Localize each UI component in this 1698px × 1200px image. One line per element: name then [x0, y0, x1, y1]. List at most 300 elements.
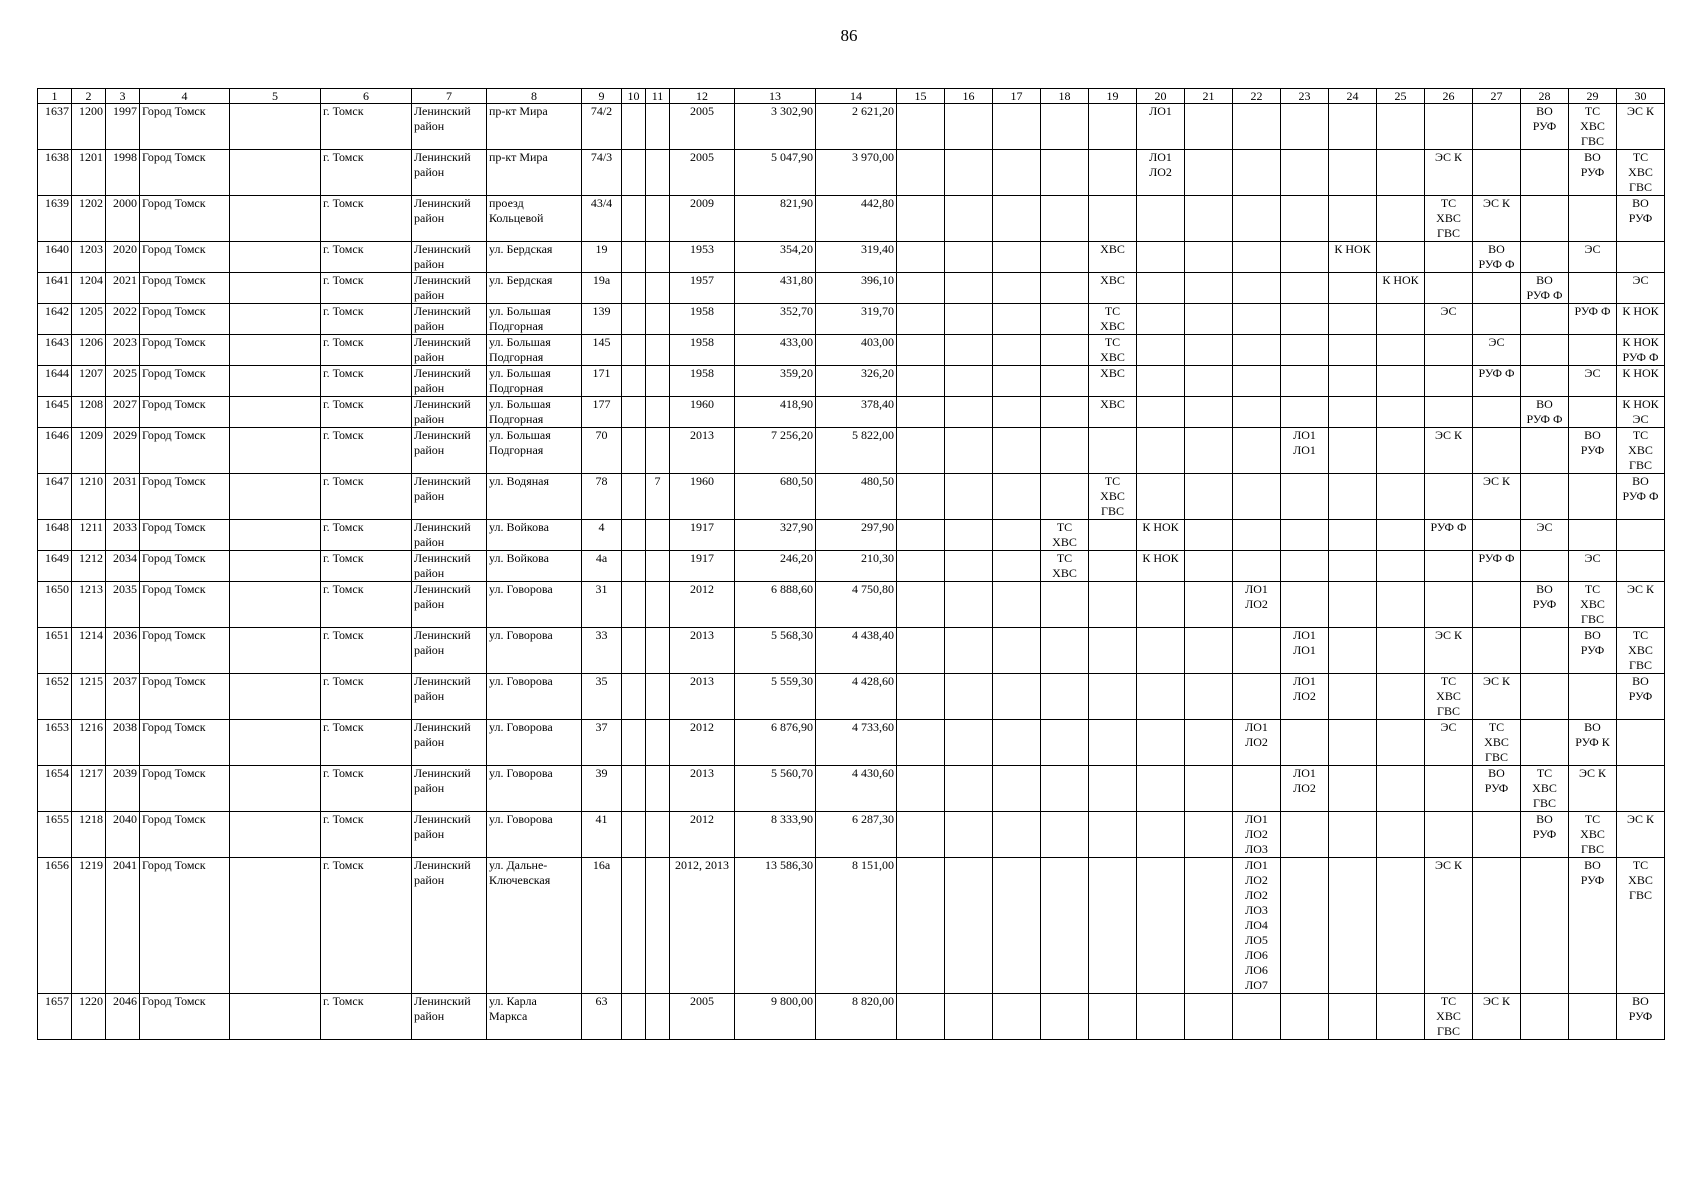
table-cell-col-23	[1281, 397, 1329, 428]
table-cell-col-20	[1137, 242, 1185, 273]
table-cell-col-1: 1649	[38, 551, 72, 582]
table-row	[38, 242, 1665, 273]
table-cell-col-19	[1089, 720, 1137, 766]
table-cell-col-1: 1648	[38, 520, 72, 551]
table-cell-col-23: ЛО1 ЛО1	[1281, 628, 1329, 674]
table-cell-col-18	[1041, 474, 1089, 520]
table-cell-col-1: 1650	[38, 582, 72, 628]
table-cell-col-4: Город Томск	[140, 858, 230, 994]
table-row	[38, 520, 1665, 551]
table-cell-col-14: 4 438,40	[816, 628, 897, 674]
table-cell-col-15	[897, 366, 945, 397]
table-cell-col-6: г. Томск	[321, 474, 412, 520]
table-cell-col-16	[945, 582, 993, 628]
table-cell-col-9: 16а	[582, 858, 622, 994]
table-cell-col-10	[622, 304, 646, 335]
table-cell-col-7: Ленинский район	[412, 551, 487, 582]
table-cell-col-3: 2046	[106, 994, 140, 1040]
table-cell-col-30: К НОК РУФ Ф	[1617, 335, 1665, 366]
table-cell-col-1: 1647	[38, 474, 72, 520]
table-cell-col-9: 19а	[582, 273, 622, 304]
table-cell-col-5	[230, 520, 321, 551]
table-cell-col-23	[1281, 551, 1329, 582]
table-cell-col-7: Ленинский район	[412, 104, 487, 150]
table-cell-col-19: ХВС	[1089, 242, 1137, 273]
table-cell-col-23	[1281, 196, 1329, 242]
table-cell-col-30	[1617, 766, 1665, 812]
table-cell-col-7: Ленинский район	[412, 428, 487, 474]
table-cell-col-27	[1473, 428, 1521, 474]
table-cell-col-5	[230, 582, 321, 628]
column-header-25: 25	[1377, 89, 1425, 104]
table-cell-col-18	[1041, 196, 1089, 242]
table-cell-col-22	[1233, 304, 1281, 335]
table-cell-col-25	[1377, 994, 1425, 1040]
table-cell-col-10	[622, 582, 646, 628]
table-cell-col-14: 4 428,60	[816, 674, 897, 720]
table-cell-col-22: ЛО1 ЛО2 ЛО2 ЛО3 ЛО4 ЛО5 ЛО6 ЛО6 ЛО7	[1233, 858, 1281, 994]
table-cell-col-24	[1329, 273, 1377, 304]
column-header-21: 21	[1185, 89, 1233, 104]
table-cell-col-2: 1209	[72, 428, 106, 474]
table-cell-col-21	[1185, 304, 1233, 335]
table-cell-col-15	[897, 551, 945, 582]
table-cell-col-25	[1377, 428, 1425, 474]
table-cell-col-2: 1208	[72, 397, 106, 428]
table-cell-col-11	[646, 104, 670, 150]
table-cell-col-30	[1617, 242, 1665, 273]
table-cell-col-23	[1281, 366, 1329, 397]
column-header-10: 10	[622, 89, 646, 104]
table-cell-col-27	[1473, 582, 1521, 628]
table-cell-col-23	[1281, 720, 1329, 766]
table-cell-col-8: пр-кт Мира	[487, 104, 582, 150]
table-cell-col-7: Ленинский район	[412, 304, 487, 335]
table-cell-col-26	[1425, 242, 1473, 273]
table-cell-col-26: ЭС К	[1425, 628, 1473, 674]
table-cell-col-13: 821,90	[735, 196, 816, 242]
table-row	[38, 812, 1665, 858]
table-cell-col-17	[993, 628, 1041, 674]
table-row	[38, 766, 1665, 812]
table-cell-col-6: г. Томск	[321, 994, 412, 1040]
table-cell-col-24	[1329, 582, 1377, 628]
table-cell-col-14: 5 822,00	[816, 428, 897, 474]
table-cell-col-13: 433,00	[735, 335, 816, 366]
table-cell-col-8: ул. Говорова	[487, 812, 582, 858]
table-cell-col-2: 1214	[72, 628, 106, 674]
table-cell-col-16	[945, 766, 993, 812]
table-cell-col-24	[1329, 674, 1377, 720]
table-cell-col-11	[646, 196, 670, 242]
table-cell-col-29: ЭС	[1569, 242, 1617, 273]
table-cell-col-5	[230, 720, 321, 766]
column-header-16: 16	[945, 89, 993, 104]
table-cell-col-11	[646, 628, 670, 674]
table-cell-col-23	[1281, 520, 1329, 551]
table-cell-col-23	[1281, 304, 1329, 335]
table-cell-col-18: ТС ХВС	[1041, 520, 1089, 551]
table-cell-col-21	[1185, 397, 1233, 428]
table-cell-col-10	[622, 366, 646, 397]
table-cell-col-13: 246,20	[735, 551, 816, 582]
table-cell-col-6: г. Томск	[321, 397, 412, 428]
table-cell-col-30: ВО РУФ	[1617, 674, 1665, 720]
table-cell-col-15	[897, 242, 945, 273]
table-cell-col-7: Ленинский район	[412, 474, 487, 520]
table-cell-col-27	[1473, 628, 1521, 674]
table-row	[38, 994, 1665, 1040]
column-header-18: 18	[1041, 89, 1089, 104]
table-cell-col-19	[1089, 628, 1137, 674]
table-cell-col-11	[646, 366, 670, 397]
table-cell-col-2: 1216	[72, 720, 106, 766]
table-cell-col-3: 2021	[106, 273, 140, 304]
table-cell-col-20	[1137, 628, 1185, 674]
table-cell-col-15	[897, 474, 945, 520]
table-cell-col-12: 2013	[670, 674, 735, 720]
table-cell-col-26	[1425, 397, 1473, 428]
table-cell-col-11	[646, 397, 670, 428]
table-row	[38, 674, 1665, 720]
table-cell-col-5	[230, 428, 321, 474]
table-cell-col-26: РУФ Ф	[1425, 520, 1473, 551]
table-cell-col-5	[230, 994, 321, 1040]
table-cell-col-22: ЛО1 ЛО2	[1233, 720, 1281, 766]
table-cell-col-21	[1185, 150, 1233, 196]
table-cell-col-30: ЭС К	[1617, 104, 1665, 150]
table-cell-col-2: 1218	[72, 812, 106, 858]
table-cell-col-25	[1377, 335, 1425, 366]
table-cell-col-30: ВО РУФ	[1617, 196, 1665, 242]
table-cell-col-18	[1041, 720, 1089, 766]
table-cell-col-19	[1089, 150, 1137, 196]
table-cell-col-24	[1329, 366, 1377, 397]
housing-registry-table	[37, 88, 1665, 1040]
table-cell-col-17	[993, 104, 1041, 150]
table-cell-col-25	[1377, 196, 1425, 242]
table-cell-col-4: Город Томск	[140, 428, 230, 474]
table-cell-col-14: 319,40	[816, 242, 897, 273]
table-cell-col-9: 43/4	[582, 196, 622, 242]
table-cell-col-4: Город Томск	[140, 242, 230, 273]
table-cell-col-20: К НОК	[1137, 551, 1185, 582]
table-cell-col-25	[1377, 812, 1425, 858]
table-cell-col-22	[1233, 994, 1281, 1040]
table-cell-col-6: г. Томск	[321, 551, 412, 582]
table-cell-col-23	[1281, 812, 1329, 858]
table-cell-col-11	[646, 273, 670, 304]
table-cell-col-23: ЛО1 ЛО2	[1281, 766, 1329, 812]
table-cell-col-18	[1041, 242, 1089, 273]
table-cell-col-26: ТС ХВС ГВС	[1425, 994, 1473, 1040]
table-cell-col-6: г. Томск	[321, 812, 412, 858]
column-header-15: 15	[897, 89, 945, 104]
table-cell-col-13: 7 256,20	[735, 428, 816, 474]
table-cell-col-5	[230, 150, 321, 196]
table-cell-col-6: г. Томск	[321, 766, 412, 812]
table-cell-col-26	[1425, 273, 1473, 304]
table-cell-col-22	[1233, 551, 1281, 582]
table-cell-col-21	[1185, 674, 1233, 720]
table-cell-col-19: ТС ХВС ГВС	[1089, 474, 1137, 520]
table-cell-col-14: 6 287,30	[816, 812, 897, 858]
table-cell-col-12: 2012	[670, 720, 735, 766]
table-cell-col-22	[1233, 474, 1281, 520]
table-cell-col-16	[945, 474, 993, 520]
table-cell-col-28	[1521, 628, 1569, 674]
table-cell-col-21	[1185, 273, 1233, 304]
table-cell-col-16	[945, 628, 993, 674]
table-cell-col-5	[230, 104, 321, 150]
table-cell-col-10	[622, 858, 646, 994]
table-cell-col-1: 1644	[38, 366, 72, 397]
table-cell-col-3: 2038	[106, 720, 140, 766]
table-cell-col-13: 354,20	[735, 242, 816, 273]
table-cell-col-1: 1642	[38, 304, 72, 335]
table-cell-col-8: ул. Водяная	[487, 474, 582, 520]
table-cell-col-16	[945, 674, 993, 720]
table-cell-col-21	[1185, 720, 1233, 766]
table-cell-col-13: 418,90	[735, 397, 816, 428]
table-cell-col-8: ул. Большая Подгорная	[487, 397, 582, 428]
table-cell-col-24	[1329, 428, 1377, 474]
table-cell-col-12: 1957	[670, 273, 735, 304]
table-cell-col-2: 1207	[72, 366, 106, 397]
table-cell-col-25	[1377, 150, 1425, 196]
table-cell-col-19	[1089, 582, 1137, 628]
table-cell-col-14: 4 733,60	[816, 720, 897, 766]
table-cell-col-22	[1233, 104, 1281, 150]
table-cell-col-3: 1998	[106, 150, 140, 196]
table-cell-col-28	[1521, 335, 1569, 366]
column-header-17: 17	[993, 89, 1041, 104]
table-cell-col-30: ТС ХВС ГВС	[1617, 150, 1665, 196]
table-row	[38, 397, 1665, 428]
column-header-5: 5	[230, 89, 321, 104]
table-cell-col-17	[993, 812, 1041, 858]
table-cell-col-17	[993, 242, 1041, 273]
table-cell-col-18	[1041, 628, 1089, 674]
table-cell-col-30: ЭС К	[1617, 582, 1665, 628]
table-cell-col-16	[945, 551, 993, 582]
table-cell-col-6: г. Томск	[321, 273, 412, 304]
table-cell-col-17	[993, 428, 1041, 474]
table-cell-col-20	[1137, 674, 1185, 720]
table-cell-col-23	[1281, 582, 1329, 628]
table-cell-col-24	[1329, 150, 1377, 196]
table-cell-col-7: Ленинский район	[412, 150, 487, 196]
table-cell-col-12: 1958	[670, 366, 735, 397]
table-cell-col-15	[897, 812, 945, 858]
table-cell-col-11	[646, 812, 670, 858]
table-cell-col-22	[1233, 366, 1281, 397]
table-cell-col-14: 8 820,00	[816, 994, 897, 1040]
table-cell-col-19: ХВС	[1089, 366, 1137, 397]
table-cell-col-4: Город Томск	[140, 994, 230, 1040]
table-cell-col-6: г. Томск	[321, 242, 412, 273]
table-cell-col-8: ул. Большая Подгорная	[487, 335, 582, 366]
column-header-14: 14	[816, 89, 897, 104]
table-row	[38, 858, 1665, 994]
table-cell-col-20: К НОК	[1137, 520, 1185, 551]
table-cell-col-20	[1137, 335, 1185, 366]
table-cell-col-17	[993, 720, 1041, 766]
table-cell-col-8: ул. Большая Подгорная	[487, 428, 582, 474]
table-cell-col-18	[1041, 766, 1089, 812]
table-cell-col-12: 1917	[670, 551, 735, 582]
table-cell-col-14: 2 621,20	[816, 104, 897, 150]
table-cell-col-22: ЛО1 ЛО2 ЛО3	[1233, 812, 1281, 858]
table-cell-col-10	[622, 273, 646, 304]
table-cell-col-13: 5 560,70	[735, 766, 816, 812]
table-cell-col-8: ул. Бердская	[487, 273, 582, 304]
table-cell-col-26: ЭС К	[1425, 428, 1473, 474]
table-cell-col-8: ул. Войкова	[487, 551, 582, 582]
table-cell-col-13: 431,80	[735, 273, 816, 304]
table-cell-col-7: Ленинский район	[412, 766, 487, 812]
table-cell-col-6: г. Томск	[321, 428, 412, 474]
table-cell-col-6: г. Томск	[321, 335, 412, 366]
table-cell-col-11	[646, 858, 670, 994]
table-cell-col-21	[1185, 812, 1233, 858]
table-cell-col-10	[622, 720, 646, 766]
table-cell-col-13: 5 568,30	[735, 628, 816, 674]
table-cell-col-18	[1041, 335, 1089, 366]
table-cell-col-20	[1137, 582, 1185, 628]
table-cell-col-25	[1377, 551, 1425, 582]
table-cell-col-28: ТС ХВС ГВС	[1521, 766, 1569, 812]
column-header-20: 20	[1137, 89, 1185, 104]
table-cell-col-11	[646, 674, 670, 720]
table-cell-col-24	[1329, 858, 1377, 994]
table-cell-col-21	[1185, 242, 1233, 273]
table-cell-col-1: 1643	[38, 335, 72, 366]
table-cell-col-3: 2033	[106, 520, 140, 551]
table-cell-col-3: 2020	[106, 242, 140, 273]
table-cell-col-15	[897, 520, 945, 551]
table-cell-col-5	[230, 551, 321, 582]
table-cell-col-28	[1521, 366, 1569, 397]
table-cell-col-6: г. Томск	[321, 674, 412, 720]
table-cell-col-25	[1377, 242, 1425, 273]
table-cell-col-14: 396,10	[816, 273, 897, 304]
table-cell-col-2: 1219	[72, 858, 106, 994]
table-cell-col-23	[1281, 474, 1329, 520]
table-row	[38, 551, 1665, 582]
table-cell-col-8: ул. Бердская	[487, 242, 582, 273]
table-cell-col-15	[897, 335, 945, 366]
table-cell-col-16	[945, 104, 993, 150]
table-cell-col-28	[1521, 551, 1569, 582]
table-cell-col-30: К НОК	[1617, 366, 1665, 397]
table-cell-col-21	[1185, 196, 1233, 242]
table-cell-col-20	[1137, 428, 1185, 474]
table-cell-col-29	[1569, 196, 1617, 242]
column-header-29: 29	[1569, 89, 1617, 104]
table-cell-col-19: ТС ХВС	[1089, 304, 1137, 335]
table-cell-col-12: 2009	[670, 196, 735, 242]
table-cell-col-13: 8 333,90	[735, 812, 816, 858]
table-cell-col-10	[622, 428, 646, 474]
table-cell-col-1: 1639	[38, 196, 72, 242]
table-cell-col-1: 1640	[38, 242, 72, 273]
table-cell-col-15	[897, 397, 945, 428]
table-cell-col-8: ул. Говорова	[487, 766, 582, 812]
table-cell-col-19: ХВС	[1089, 397, 1137, 428]
table-cell-col-30: ТС ХВС ГВС	[1617, 628, 1665, 674]
table-cell-col-9: 139	[582, 304, 622, 335]
table-cell-col-28	[1521, 428, 1569, 474]
table-cell-col-11	[646, 994, 670, 1040]
table-cell-col-25	[1377, 104, 1425, 150]
column-header-13: 13	[735, 89, 816, 104]
table-cell-col-9: 31	[582, 582, 622, 628]
table-cell-col-19	[1089, 104, 1137, 150]
table-cell-col-8: ул. Большая Подгорная	[487, 304, 582, 335]
table-cell-col-26	[1425, 812, 1473, 858]
table-cell-col-21	[1185, 766, 1233, 812]
table-cell-col-13: 9 800,00	[735, 994, 816, 1040]
table-cell-col-9: 4	[582, 520, 622, 551]
table-cell-col-17	[993, 551, 1041, 582]
table-cell-col-16	[945, 812, 993, 858]
table-cell-col-18	[1041, 366, 1089, 397]
table-cell-col-5	[230, 858, 321, 994]
table-cell-col-3: 2034	[106, 551, 140, 582]
table-cell-col-8: проезд Кольцевой	[487, 196, 582, 242]
table-cell-col-27: ВО РУФ	[1473, 766, 1521, 812]
table-cell-col-26: ЭС К	[1425, 858, 1473, 994]
table-cell-col-27: РУФ Ф	[1473, 551, 1521, 582]
table-cell-col-3: 2037	[106, 674, 140, 720]
table-cell-col-7: Ленинский район	[412, 812, 487, 858]
table-cell-col-8: ул. Говорова	[487, 582, 582, 628]
table-cell-col-5	[230, 273, 321, 304]
table-cell-col-4: Город Томск	[140, 335, 230, 366]
table-cell-col-28	[1521, 858, 1569, 994]
table-cell-col-18	[1041, 150, 1089, 196]
table-cell-col-20	[1137, 858, 1185, 994]
table-cell-col-23	[1281, 104, 1329, 150]
table-cell-col-27	[1473, 150, 1521, 196]
table-cell-col-21	[1185, 858, 1233, 994]
table-cell-col-29: ВО РУФ	[1569, 150, 1617, 196]
table-cell-col-3: 2031	[106, 474, 140, 520]
table-cell-col-7: Ленинский район	[412, 397, 487, 428]
table-cell-col-11	[646, 428, 670, 474]
table-cell-col-2: 1217	[72, 766, 106, 812]
table-cell-col-29: РУФ Ф	[1569, 304, 1617, 335]
table-cell-col-19: ТС ХВС	[1089, 335, 1137, 366]
table-cell-col-17	[993, 150, 1041, 196]
table-cell-col-17	[993, 994, 1041, 1040]
table-cell-col-16	[945, 858, 993, 994]
table-cell-col-3: 2025	[106, 366, 140, 397]
table-cell-col-23	[1281, 273, 1329, 304]
table-cell-col-3: 2041	[106, 858, 140, 994]
table-cell-col-30: ЭС	[1617, 273, 1665, 304]
table-cell-col-2: 1204	[72, 273, 106, 304]
table-cell-col-3: 2027	[106, 397, 140, 428]
table-cell-col-1: 1645	[38, 397, 72, 428]
table-cell-col-5	[230, 196, 321, 242]
table-cell-col-9: 78	[582, 474, 622, 520]
table-cell-col-15	[897, 304, 945, 335]
table-cell-col-19	[1089, 994, 1137, 1040]
table-cell-col-24	[1329, 766, 1377, 812]
table-cell-col-19	[1089, 858, 1137, 994]
